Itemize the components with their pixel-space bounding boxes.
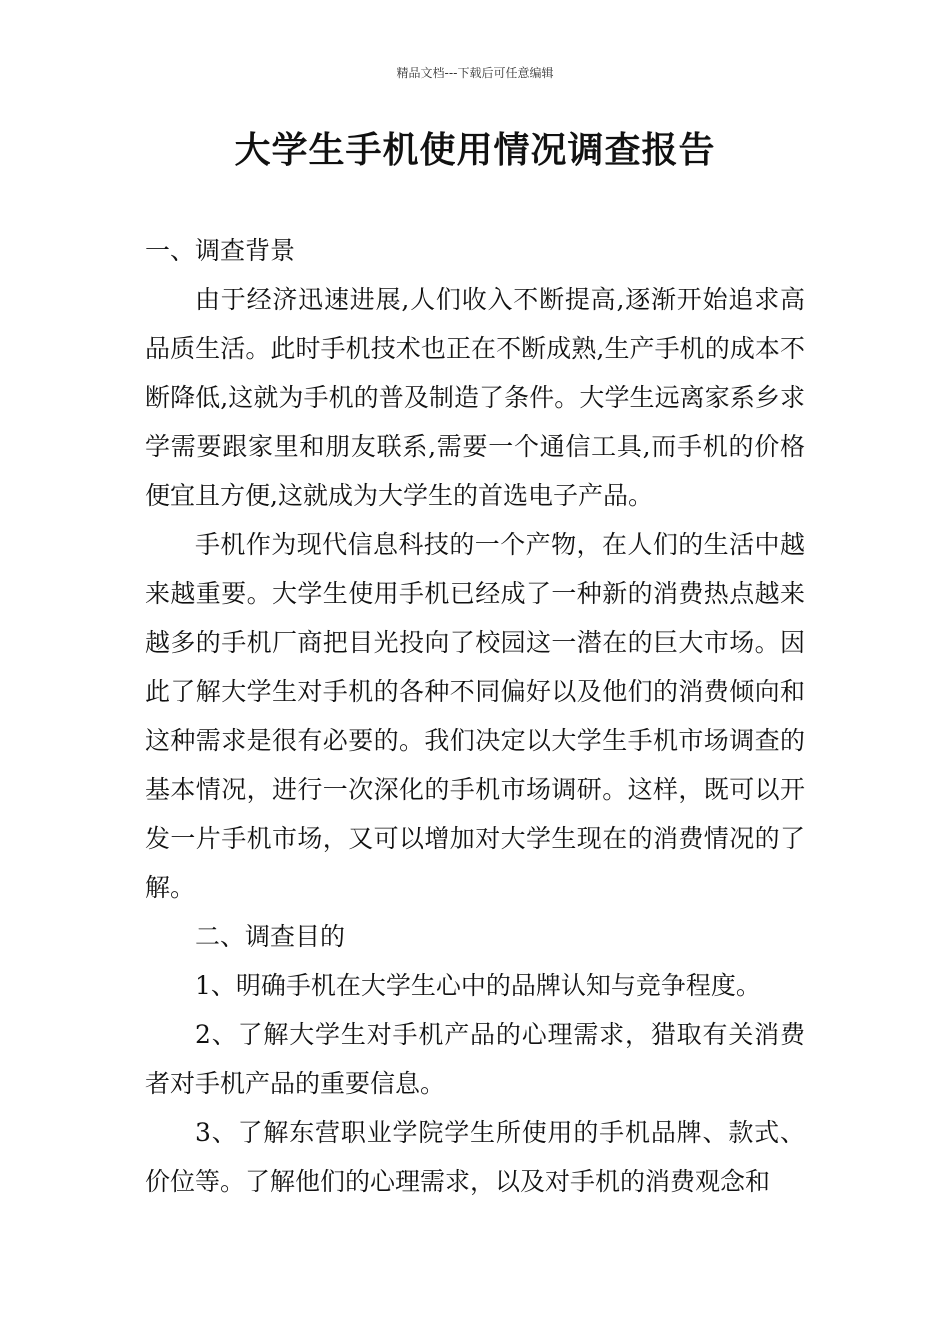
purpose-item-3: 3、了解东营职业学院学生所使用的手机品牌、款式、价位等。了解他们的心理需求，以及对手机的消费观念和 [145, 1118, 805, 1196]
section-heading-background: 一、调查背景 [145, 236, 296, 265]
purpose-item-2: 2、了解大学生对手机产品的心理需求，猎取有关消费者对手机产品的重要信息。 [145, 1020, 805, 1098]
paragraph-background-1: 由于经济迅速进展,人们收入不断提高,逐渐开始追求高品质生活。此时手机技术也正在不断成熟,生产手机的成本不断降低,这就为手机的普及制造了条件。大学生远离家系乡求学需要跟家里和朋友联系,需要一个通信工具,而手机的价格便宜且方便,这就成为大学生的首选电子产品。 [145, 285, 805, 510]
paragraph-background-2: 手机作为现代信息科技的一个产物，在人们的生活中越来越重要。大学生使用手机已经成了一种新的消费热点越来越多的手机厂商把目光投向了校园这一潜在的巨大市场。因此了解大学生对手机的各种不同偏好以及他们的消费倾向和这种需求是很有必要的。我们决定以大学生手机市场调查的基本情况，进行一次深化的手机市场调研。这样，既可以开发一片手机市场，又可以增加对大学生现在的消费情况的了解。 [145, 530, 805, 902]
purpose-item-1: 1、明确手机在大学生心中的品牌认知与竞争程度。 [195, 971, 761, 1000]
document-title: 大学生手机使用情况调查报告 [234, 130, 716, 171]
section-heading-purpose: 二、调查目的 [195, 922, 346, 951]
header-note: 精品文档---下载后可任意编辑 [396, 66, 554, 80]
document-body [145, 226, 805, 1206]
